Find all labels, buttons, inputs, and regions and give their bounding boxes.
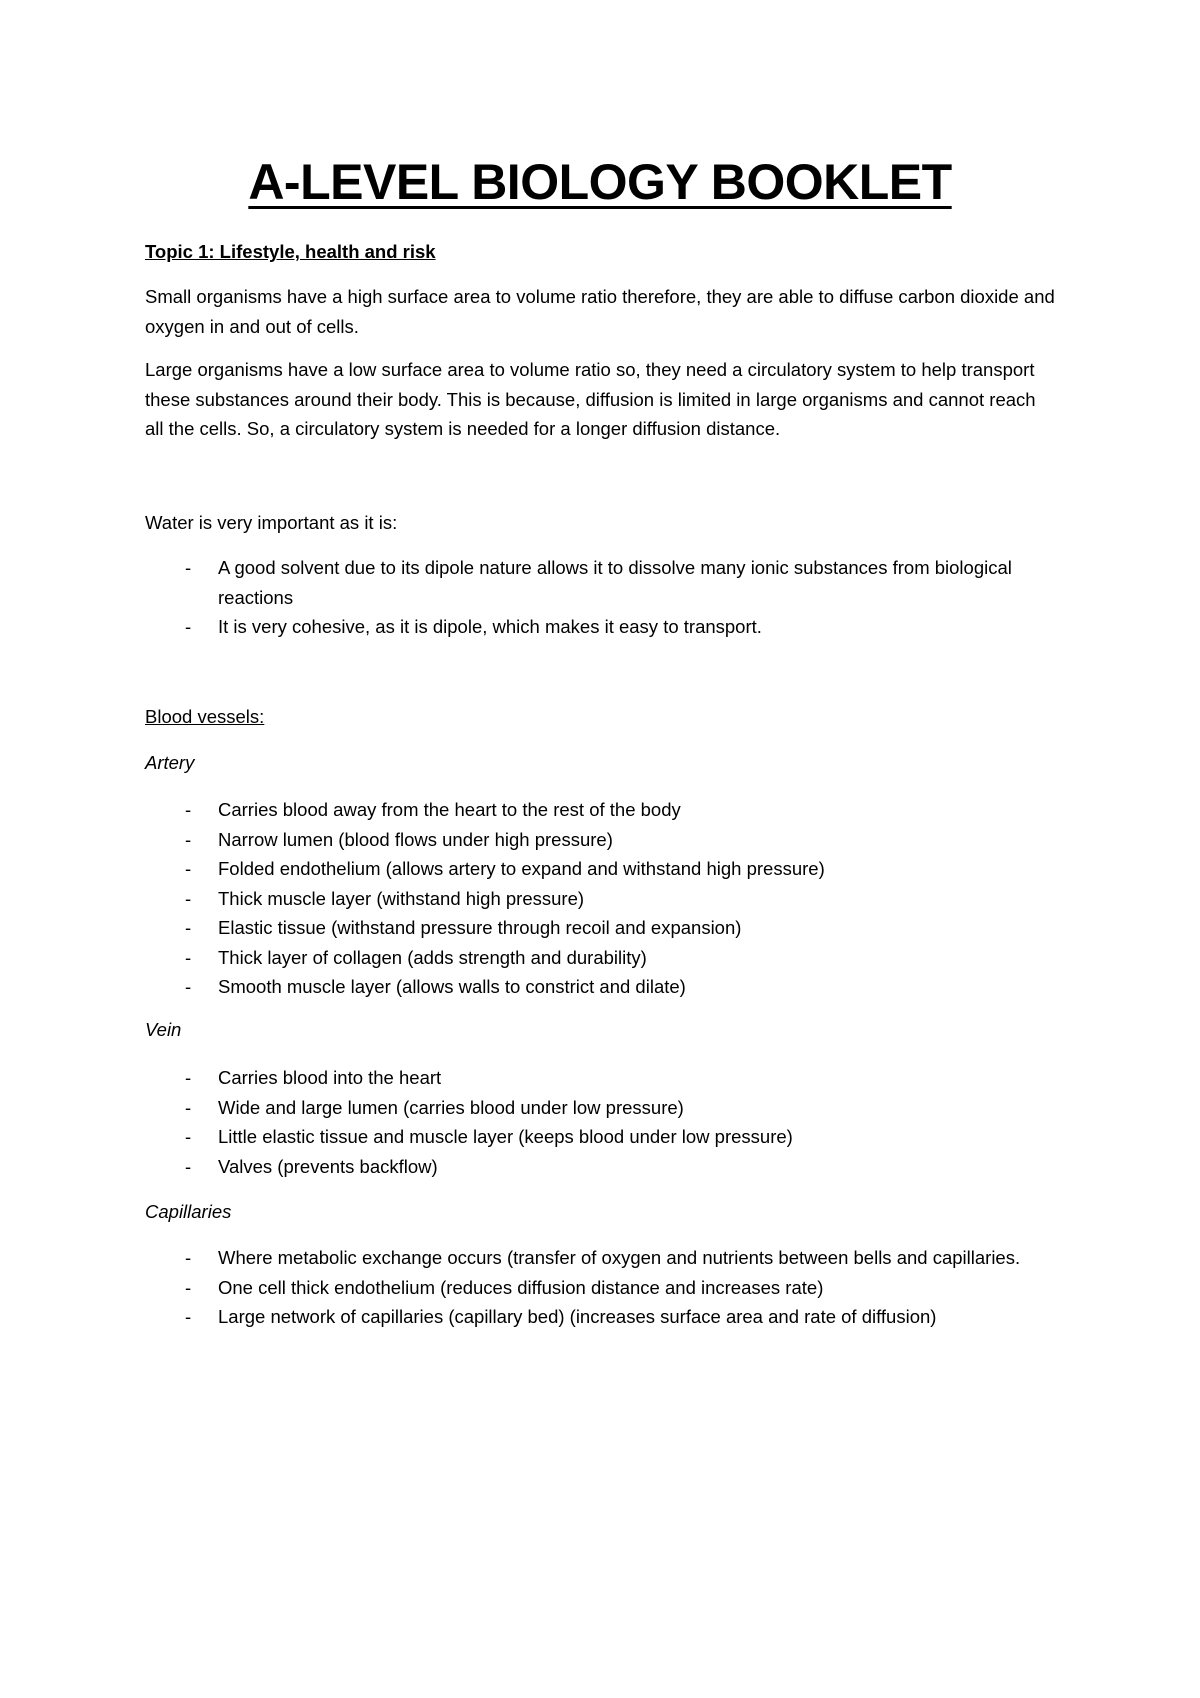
capillaries-label: Capillaries: [145, 1201, 232, 1222]
paragraph-small-organisms: Small organisms have a high surface area to volume ratio therefore, they are able to diffuse carbon dioxide and oxygen in and out of cells.: [145, 286, 1055, 337]
list-item: - Wide and large lumen (carries blood under low pressure): [145, 1093, 1055, 1123]
artery-label: Artery: [145, 752, 195, 773]
list-item: - Large network of capillaries (capillary bed) (increases surface area and rate of diffusion): [145, 1302, 1055, 1332]
list-item: - Smooth muscle layer (allows walls to constrict and dilate): [145, 972, 1055, 1002]
water-list: [145, 553, 1055, 642]
list-item: - Where metabolic exchange occurs (transfer of oxygen and nutrients between bells and capillaries.: [145, 1243, 1055, 1273]
list-item: - It is very cohesive, as it is dipole, which makes it easy to transport.: [145, 612, 1055, 642]
list-item: - Little elastic tissue and muscle layer (keeps blood under low pressure): [145, 1122, 1055, 1152]
capillaries-list: [145, 1243, 1055, 1332]
list-item: - Thick layer of collagen (adds strength and durability): [145, 943, 1055, 973]
list-item: - Carries blood into the heart: [145, 1063, 1055, 1093]
topic-heading: Topic 1: Lifestyle, health and risk: [145, 241, 436, 262]
list-item: - Narrow lumen (blood flows under high pressure): [145, 825, 1055, 855]
list-item: - Thick muscle layer (withstand high pressure): [145, 884, 1055, 914]
vein-list: [145, 1063, 1055, 1181]
artery-list: [145, 795, 1055, 1002]
document-title: A-LEVEL BIOLOGY BOOKLET: [248, 154, 952, 210]
list-item: - One cell thick endothelium (reduces diffusion distance and increases rate): [145, 1273, 1055, 1303]
blood-vessels-heading: Blood vessels:: [145, 706, 265, 727]
vein-label: Vein: [145, 1019, 182, 1040]
list-item: - Elastic tissue (withstand pressure through recoil and expansion): [145, 913, 1055, 943]
list-item: - Folded endothelium (allows artery to expand and withstand high pressure): [145, 854, 1055, 884]
list-item: - A good solvent due to its dipole nature allows it to dissolve many ionic substances from biological reactions: [145, 553, 1055, 612]
paragraph-large-organisms: Large organisms have a low surface area to volume ratio so, they need a circulatory system to help transport these substances around their body. This is because, diffusion is limited in large organisms and cannot reach all the cells. So, a circulatory system is needed for a longer diffusion distance.: [145, 359, 1036, 439]
water-intro: Water is very important as it is:: [145, 512, 398, 533]
list-item: - Carries blood away from the heart to the rest of the body: [145, 795, 1055, 825]
list-item: - Valves (prevents backflow): [145, 1152, 1055, 1182]
